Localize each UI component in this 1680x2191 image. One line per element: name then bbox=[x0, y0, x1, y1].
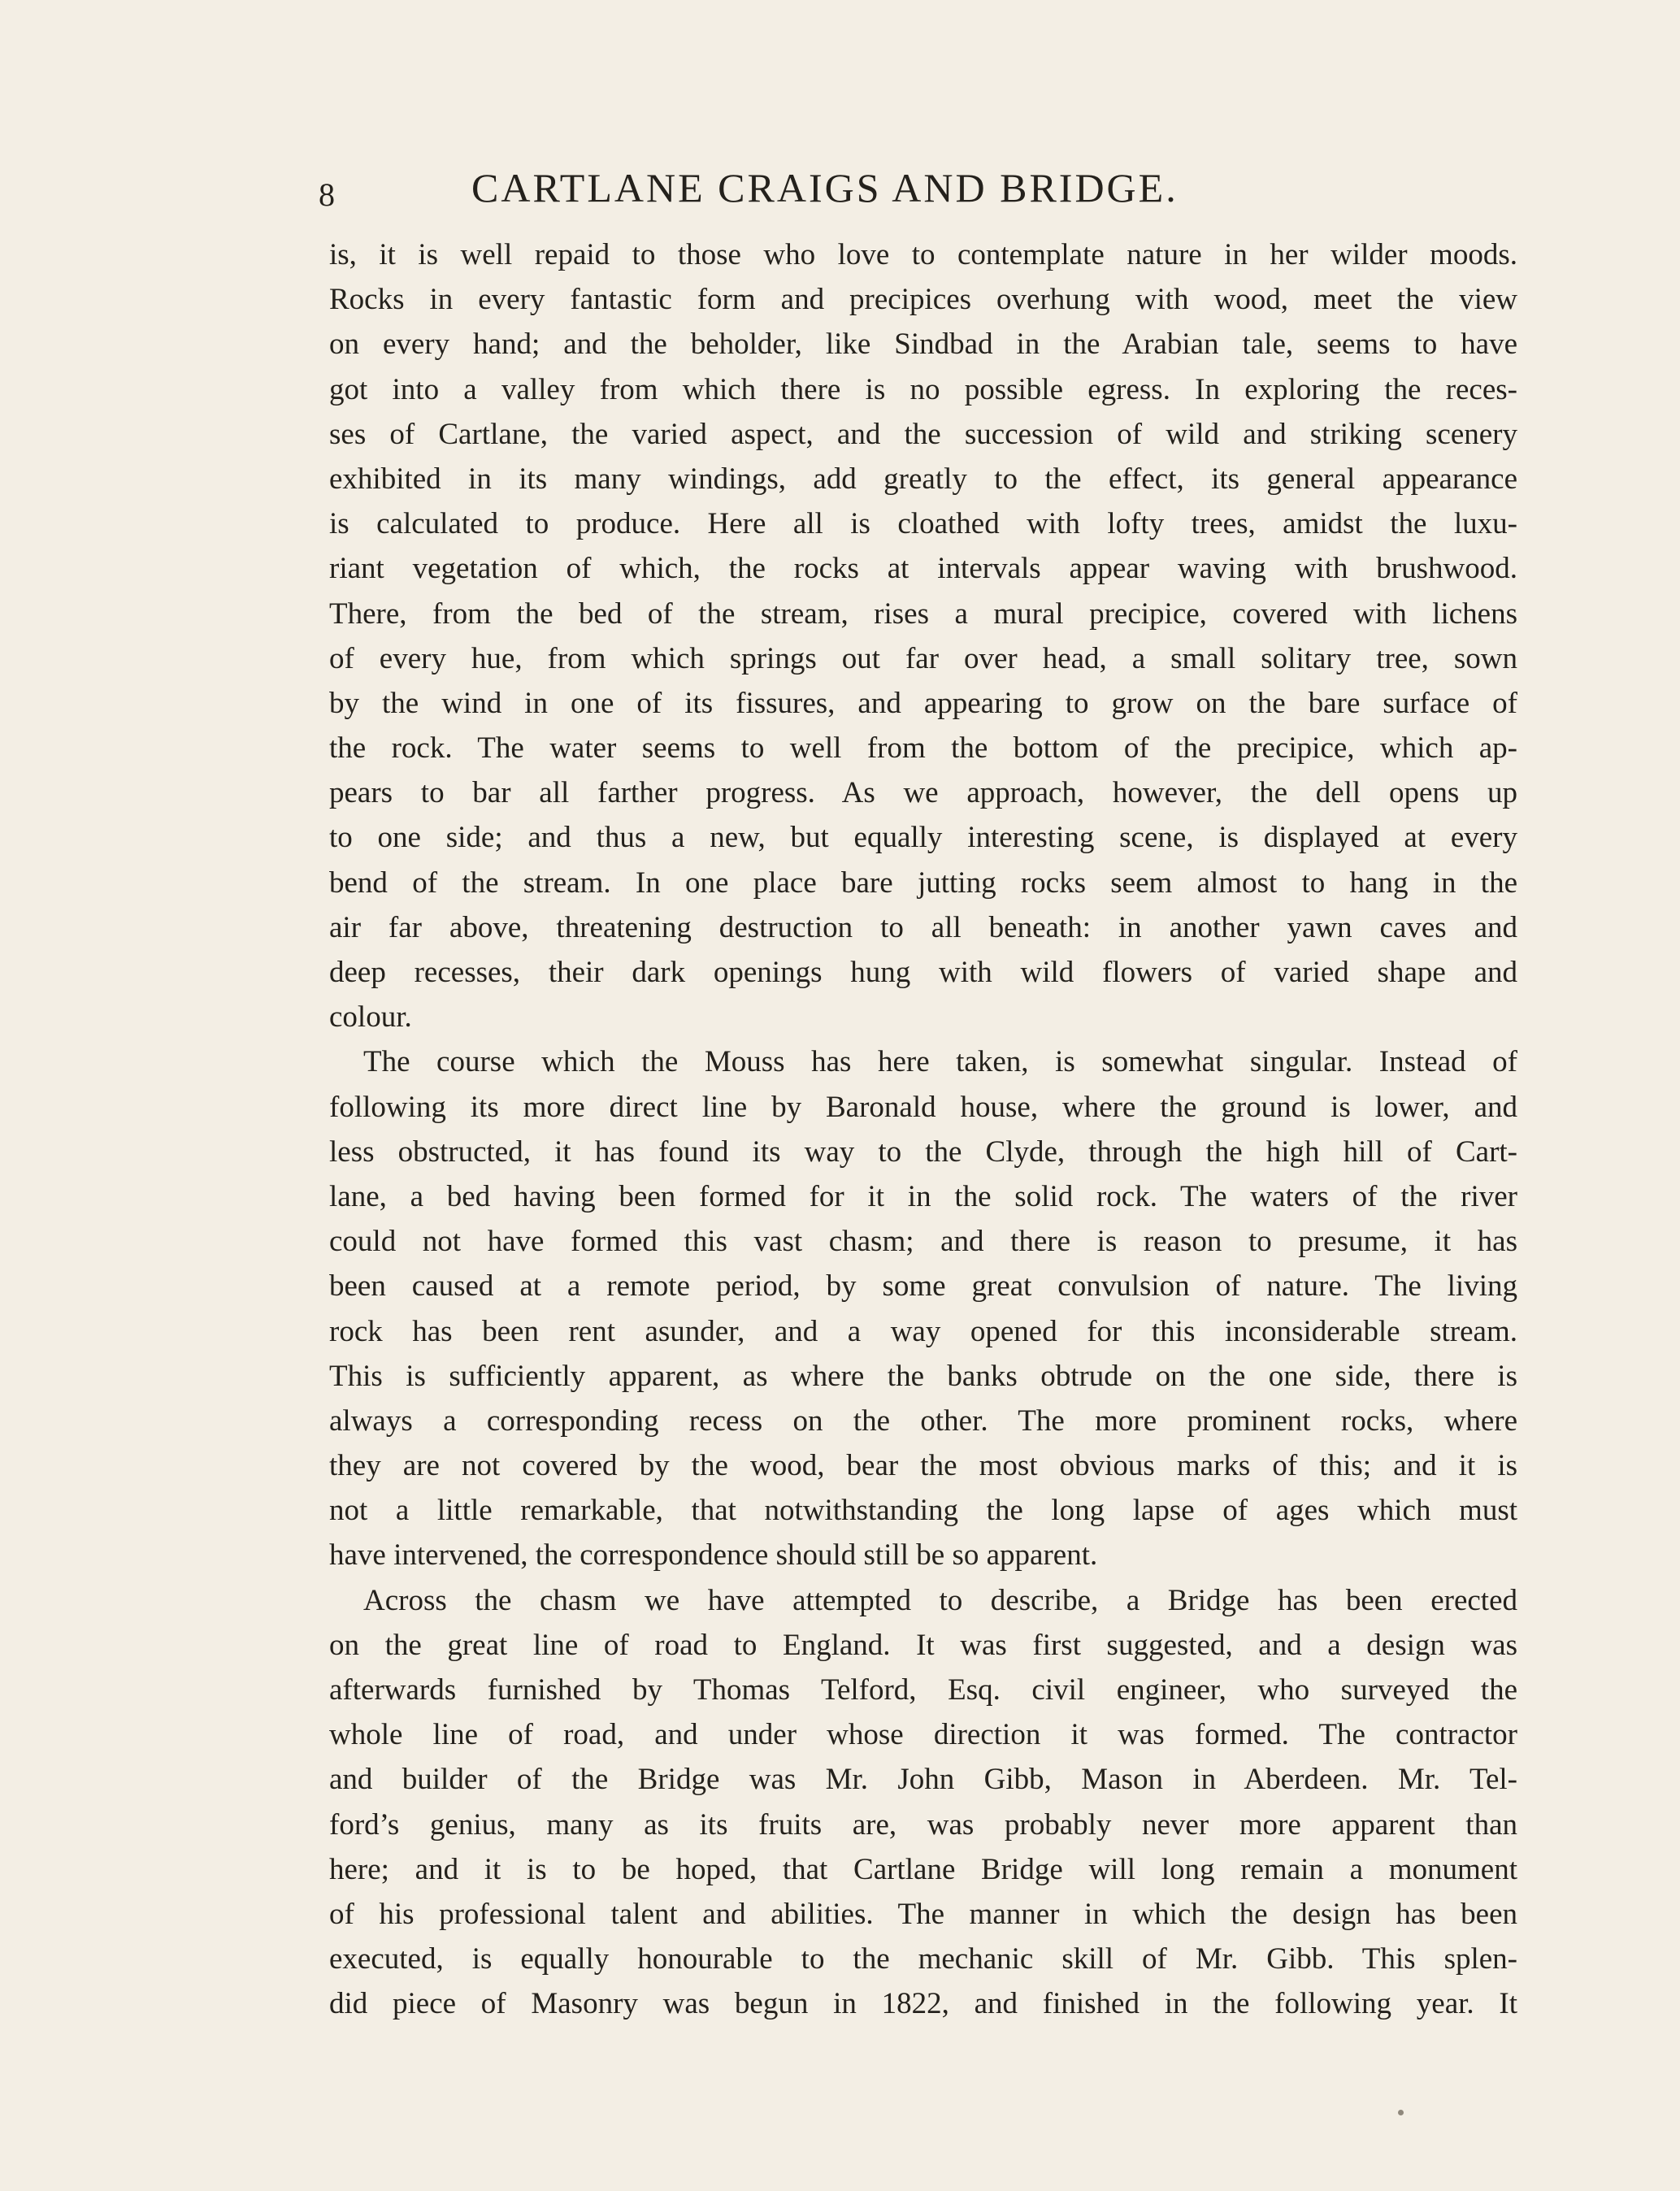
text-line: Across the chasm we have attempted to describe, a Bridge has been erected bbox=[363, 1583, 1517, 1617]
text-line: less obstructed, it has found its way to the Clyde, through the high hill of Cart- bbox=[329, 1135, 1517, 1169]
text-line: riant vegetation of which, the rocks at intervals appear waving with brushwood. bbox=[329, 552, 1517, 586]
text-line: and builder of the Bridge was Mr. John Gibb, Mason in Aberdeen. Mr. Tel- bbox=[329, 1763, 1517, 1797]
ink-speck bbox=[1398, 2110, 1404, 2115]
text-line: ford’s genius, many as its fruits are, was probably never more apparent than bbox=[329, 1807, 1517, 1842]
text-line: There, from the bed of the stream, rises a mural precipice, covered with lichens bbox=[329, 597, 1517, 631]
text-line: pears to bar all farther progress. As we approach, however, the dell opens up bbox=[329, 776, 1517, 810]
text-line: following its more direct line by Baronald house, where the ground is lower, and bbox=[329, 1090, 1517, 1124]
text-line: whole line of road, and under whose direction it was formed. The contractor bbox=[329, 1718, 1517, 1752]
text-line: executed, is equally honourable to the mechanic skill of Mr. Gibb. This splen- bbox=[329, 1942, 1517, 1976]
text-line: did piece of Masonry was begun in 1822, and finished in the following year. It bbox=[329, 1987, 1517, 2021]
text-line: have intervened, the correspondence should still be so apparent. bbox=[329, 1538, 1098, 1573]
text-line: of every hue, from which springs out far over head, a small solitary tree, sown bbox=[329, 641, 1517, 675]
text-line: afterwards furnished by Thomas Telford, Esq. civil engineer, who surveyed the bbox=[329, 1673, 1517, 1707]
text-line: on the great line of road to England. It was first suggested, and a design was bbox=[329, 1628, 1517, 1662]
text-line: of his professional talent and abilities. The manner in which the design has been bbox=[329, 1897, 1517, 1931]
text-line: rock has been rent asunder, and a way opened for this inconsiderable stream. bbox=[329, 1314, 1517, 1348]
text-line: The course which the Mouss has here taken, is somewhat singular. Instead of bbox=[363, 1045, 1517, 1079]
text-line: lane, a bed having been formed for it in the solid rock. The waters of the river bbox=[329, 1179, 1517, 1213]
text-line: exhibited in its many windings, add greatly to the effect, its general appearance bbox=[329, 462, 1517, 496]
page-number: 8 bbox=[319, 176, 335, 213]
text-line: This is sufficiently apparent, as where the banks obtrude on the one side, there is bbox=[329, 1359, 1517, 1393]
text-line: Rocks in every fantastic form and precipices overhung with wood, meet the view bbox=[329, 283, 1517, 317]
text-line: they are not covered by the wood, bear the most obvious marks of this; and it is bbox=[329, 1449, 1517, 1483]
text-line: ses of Cartlane, the varied aspect, and the succession of wild and striking scenery bbox=[329, 417, 1517, 451]
text-line: bend of the stream. In one place bare jutting rocks seem almost to hang in the bbox=[329, 866, 1517, 900]
text-line: got into a valley from which there is no possible egress. In exploring the reces- bbox=[329, 372, 1517, 406]
text-line: air far above, threatening destruction to all beneath: in another yawn caves and bbox=[329, 910, 1517, 944]
body-text bbox=[329, 232, 1517, 2027]
text-line: here; and it is to be hoped, that Cartlane Bridge will long remain a monument bbox=[329, 1852, 1517, 1886]
text-line: is, it is well repaid to those who love to contemplate nature in her wilder moods. bbox=[329, 238, 1517, 271]
text-line: deep recesses, their dark openings hung with wild flowers of varied shape and bbox=[329, 956, 1517, 989]
running-title: CARTLANE CRAIGS AND BRIDGE. bbox=[471, 165, 1179, 210]
text-line: is calculated to produce. Here all is cloathed with lofty trees, amidst the luxu- bbox=[329, 507, 1517, 541]
text-line: the rock. The water seems to well from the bottom of the precipice, which ap- bbox=[329, 731, 1517, 766]
text-line: to one side; and thus a new, but equally interesting scene, is displayed at every bbox=[329, 821, 1517, 855]
text-line: by the wind in one of its fissures, and appearing to grow on the bare surface of bbox=[329, 686, 1517, 720]
text-line: been caused at a remote period, by some great convulsion of nature. The living bbox=[329, 1269, 1517, 1304]
text-line: not a little remarkable, that notwithstanding the long lapse of ages which must bbox=[329, 1494, 1517, 1528]
text-line: colour. bbox=[329, 1000, 412, 1035]
text-line: always a corresponding recess on the other. The more prominent rocks, where bbox=[329, 1404, 1517, 1438]
text-line: could not have formed this vast chasm; and there is reason to presume, it has bbox=[329, 1225, 1517, 1259]
text-line: on every hand; and the beholder, like Sindbad in the Arabian tale, seems to have bbox=[329, 328, 1517, 362]
